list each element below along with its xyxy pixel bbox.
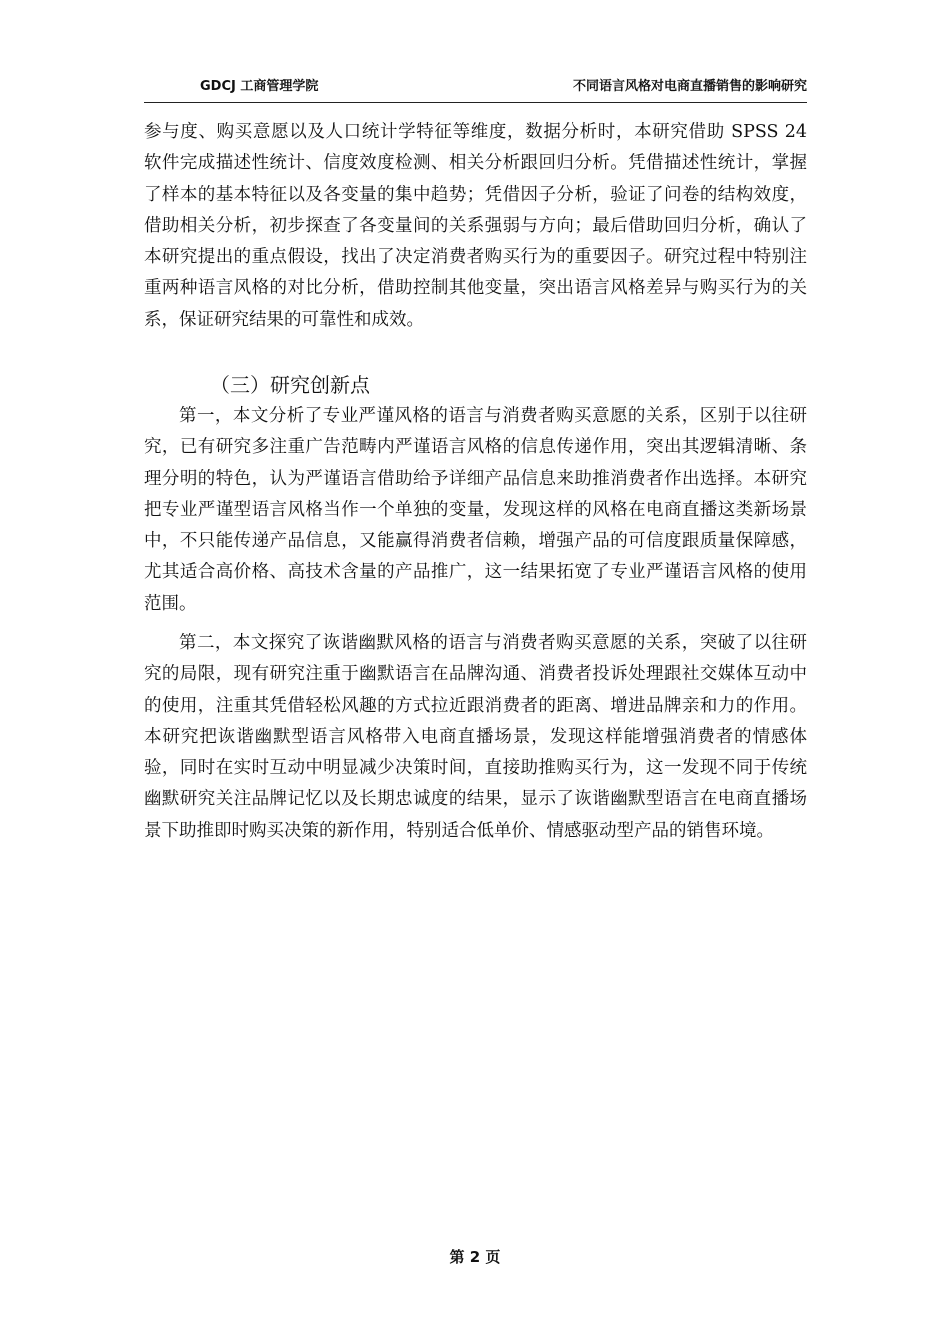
- page-header: [144, 76, 807, 103]
- header-institution: GDCJ 工商管理学院: [200, 79, 319, 94]
- body-paragraph-methods: 参与度、购买意愿以及人口统计学特征等维度，数据分析时，本研究借助 SPSS 24 软件完成描述性统计、信度效度检测、相关分析跟回归分析。凭借描述性统计，掌握了样本的基本特征以及各变量的集中趋势；凭借因子分析，验证了问卷的结构效度，借助相关分析，初步探查了各变量间的关系强弱与方向；最后借助回归分析，确认了本研究提出的重点假设，找出了决定消费者购买行为的重要因子。研究过程中特别注重两种语言风格的对比分析，借助控制其他变量，突出语言风格差异与购买行为的关系，保证研究结果的可靠性和成效。: [144, 122, 807, 330]
- section-heading-innovation: （三）研究创新点: [210, 373, 370, 397]
- page-number: 第 2 页: [449, 1248, 501, 1266]
- body-paragraph-innovation-second: 第二，本文探究了诙谐幽默风格的语言与消费者购买意愿的关系，突破了以往研究的局限，现有研究注重于幽默语言在品牌沟通、消费者投诉处理跟社交媒体互动中的使用，注重其凭借轻松风趣的方式拉近跟消费者的距离、增进品牌亲和力的作用。本研究把诙谐幽默型语言风格带入电商直播场景，发现这样能增强消费者的情感体验，同时在实时互动中明显减少决策时间，直接助推购买行为，这一发现不同于传统幽默研究关注品牌记忆以及长期忠诚度的结果，显示了诙谐幽默型语言在电商直播场景下助推即时购买决策的新作用，特别适合低单价、情感驱动型产品的销售环境。: [144, 633, 807, 841]
- header-thesis-title: 不同语言风格对电商直播销售的影响研究: [572, 79, 807, 94]
- body-paragraph-innovation-first: 第一，本文分析了专业严谨风格的语言与消费者购买意愿的关系，区别于以往研究，已有研究多注重广告范畴内严谨语言风格的信息传递作用，突出其逻辑清晰、条理分明的特色，认为严谨语言借助给予详细产品信息来助推消费者作出选择。本研究把专业严谨型语言风格当作一个单独的变量，发现这样的风格在电商直播这类新场景中，不只能传递产品信息，又能赢得消费者信赖，增强产品的可信度跟质量保障感，尤其适合高价格、高技术含量的产品推广，这一结果拓宽了专业严谨语言风格的使用范围。: [144, 406, 807, 614]
